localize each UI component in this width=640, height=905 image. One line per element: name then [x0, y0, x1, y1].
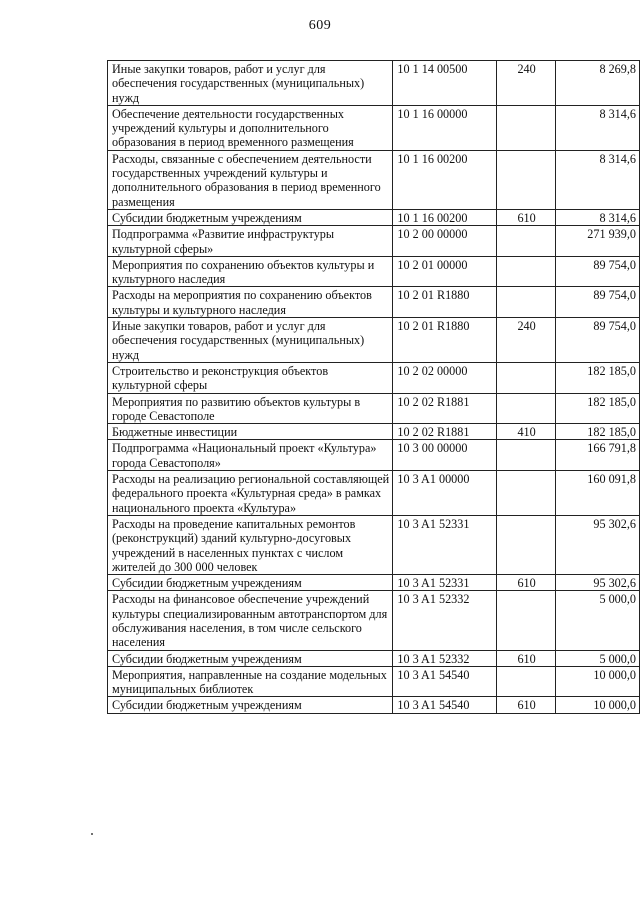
scan-speck — [91, 833, 93, 835]
expense-type-cell — [497, 393, 556, 424]
table-row — [108, 287, 640, 318]
target-article-code-cell: 10 2 00 00000 — [393, 226, 497, 257]
amount-cell: 95 302,6 — [555, 575, 639, 591]
expense-type-cell: 610 — [497, 209, 556, 225]
expense-type-cell: 240 — [497, 318, 556, 363]
amount-cell: 271 939,0 — [555, 226, 639, 257]
target-article-code-cell: 10 2 02 R1881 — [393, 393, 497, 424]
expense-type-cell — [497, 287, 556, 318]
table-row — [108, 61, 640, 106]
expense-name-cell: Субсидии бюджетным учреждениям — [108, 575, 393, 591]
target-article-code-cell: 10 2 01 00000 — [393, 256, 497, 287]
expense-name-cell: Расходы на проведение капитальных ремонтов (реконструкций) зданий культурно-досуговых учреждений в населенных пунктах с числом жителей до 300 000 человек — [108, 515, 393, 574]
amount-cell: 89 754,0 — [555, 318, 639, 363]
target-article-code-cell: 10 1 16 00000 — [393, 105, 497, 150]
table-row — [108, 150, 640, 209]
expense-name-cell: Обеспечение деятельности государственных учреждений культуры и дополнительного образования в период временного размещения — [108, 105, 393, 150]
expense-name-cell: Расходы на мероприятия по сохранению объектов культуры и культурного наследия — [108, 287, 393, 318]
expense-name-cell: Мероприятия, направленные на создание модельных муниципальных библиотек — [108, 666, 393, 697]
amount-cell: 166 791,8 — [555, 440, 639, 471]
amount-cell: 160 091,8 — [555, 471, 639, 516]
target-article-code-cell: 10 3 A1 54540 — [393, 697, 497, 713]
expense-type-cell — [497, 226, 556, 257]
amount-cell: 182 185,0 — [555, 362, 639, 393]
expense-name-cell: Бюджетные инвестиции — [108, 424, 393, 440]
expense-type-cell — [497, 362, 556, 393]
amount-cell: 5 000,0 — [555, 650, 639, 666]
expense-name-cell: Расходы на финансовое обеспечение учреждений культуры специализированным автотранспортом для обслуживания населения, в том числе сельского населения — [108, 591, 393, 650]
page-number: 609 — [308, 18, 332, 33]
target-article-code-cell: 10 3 A1 52332 — [393, 591, 497, 650]
expense-type-cell — [497, 440, 556, 471]
table-row — [108, 697, 640, 713]
target-article-code-cell: 10 2 01 R1880 — [393, 287, 497, 318]
target-article-code-cell: 10 3 A1 52331 — [393, 515, 497, 574]
table-row — [108, 105, 640, 150]
amount-cell: 182 185,0 — [555, 424, 639, 440]
expense-name-cell: Строительство и реконструкция объектов культурной сферы — [108, 362, 393, 393]
amount-cell: 8 314,6 — [555, 150, 639, 209]
expense-type-cell — [497, 515, 556, 574]
table-row — [108, 575, 640, 591]
target-article-code-cell: 10 3 A1 54540 — [393, 666, 497, 697]
expense-type-cell: 610 — [497, 575, 556, 591]
expense-type-cell — [497, 666, 556, 697]
expense-name-cell: Расходы, связанные с обеспечением деятельности государственных учреждений культуры и дополнительного образования в период временного размещения — [108, 150, 393, 209]
table-row — [108, 666, 640, 697]
target-article-code-cell: 10 3 00 00000 — [393, 440, 497, 471]
amount-cell: 89 754,0 — [555, 287, 639, 318]
expense-name-cell: Мероприятия по развитию объектов культуры в городе Севастополе — [108, 393, 393, 424]
target-article-code-cell: 10 2 01 R1880 — [393, 318, 497, 363]
amount-cell: 8 314,6 — [555, 209, 639, 225]
expense-name-cell: Мероприятия по сохранению объектов культуры и культурного наследия — [108, 256, 393, 287]
amount-cell: 8 314,6 — [555, 105, 639, 150]
target-article-code-cell: 10 2 02 R1881 — [393, 424, 497, 440]
expense-name-cell: Расходы на реализацию региональной составляющей федерального проекта «Культурная среда» в рамках национального проекта «Культура» — [108, 471, 393, 516]
amount-cell: 10 000,0 — [555, 666, 639, 697]
table-row — [108, 362, 640, 393]
target-article-code-cell: 10 2 02 00000 — [393, 362, 497, 393]
table-row — [108, 424, 640, 440]
expense-type-cell — [497, 471, 556, 516]
expense-type-cell — [497, 591, 556, 650]
table-row — [108, 515, 640, 574]
budget-table — [107, 60, 640, 714]
table-row — [108, 256, 640, 287]
target-article-code-cell: 10 1 16 00200 — [393, 209, 497, 225]
target-article-code-cell: 10 1 14 00500 — [393, 61, 497, 106]
target-article-code-cell: 10 3 A1 52332 — [393, 650, 497, 666]
table-row — [108, 471, 640, 516]
budget-table-body — [108, 61, 640, 714]
table-row — [108, 226, 640, 257]
expense-type-cell — [497, 256, 556, 287]
amount-cell: 10 000,0 — [555, 697, 639, 713]
expense-name-cell: Подпрограмма «Развитие инфраструктуры культурной сферы» — [108, 226, 393, 257]
expense-type-cell: 240 — [497, 61, 556, 106]
target-article-code-cell: 10 1 16 00200 — [393, 150, 497, 209]
table-row — [108, 209, 640, 225]
expense-type-cell: 610 — [497, 697, 556, 713]
amount-cell: 5 000,0 — [555, 591, 639, 650]
expense-type-cell: 610 — [497, 650, 556, 666]
expense-name-cell: Субсидии бюджетным учреждениям — [108, 209, 393, 225]
table-row — [108, 591, 640, 650]
expense-name-cell: Субсидии бюджетным учреждениям — [108, 697, 393, 713]
expense-name-cell: Иные закупки товаров, работ и услуг для обеспечения государственных (муниципальных) нужд — [108, 318, 393, 363]
table-row — [108, 393, 640, 424]
expense-type-cell — [497, 150, 556, 209]
amount-cell: 89 754,0 — [555, 256, 639, 287]
amount-cell: 8 269,8 — [555, 61, 639, 106]
table-row — [108, 318, 640, 363]
expense-type-cell: 410 — [497, 424, 556, 440]
amount-cell: 95 302,6 — [555, 515, 639, 574]
target-article-code-cell: 10 3 A1 00000 — [393, 471, 497, 516]
expense-name-cell: Подпрограмма «Национальный проект «Культура» города Севастополя» — [108, 440, 393, 471]
expense-name-cell: Иные закупки товаров, работ и услуг для обеспечения государственных (муниципальных) нужд — [108, 61, 393, 106]
expense-type-cell — [497, 105, 556, 150]
target-article-code-cell: 10 3 A1 52331 — [393, 575, 497, 591]
table-row — [108, 440, 640, 471]
expense-name-cell: Субсидии бюджетным учреждениям — [108, 650, 393, 666]
amount-cell: 182 185,0 — [555, 393, 639, 424]
table-row — [108, 650, 640, 666]
